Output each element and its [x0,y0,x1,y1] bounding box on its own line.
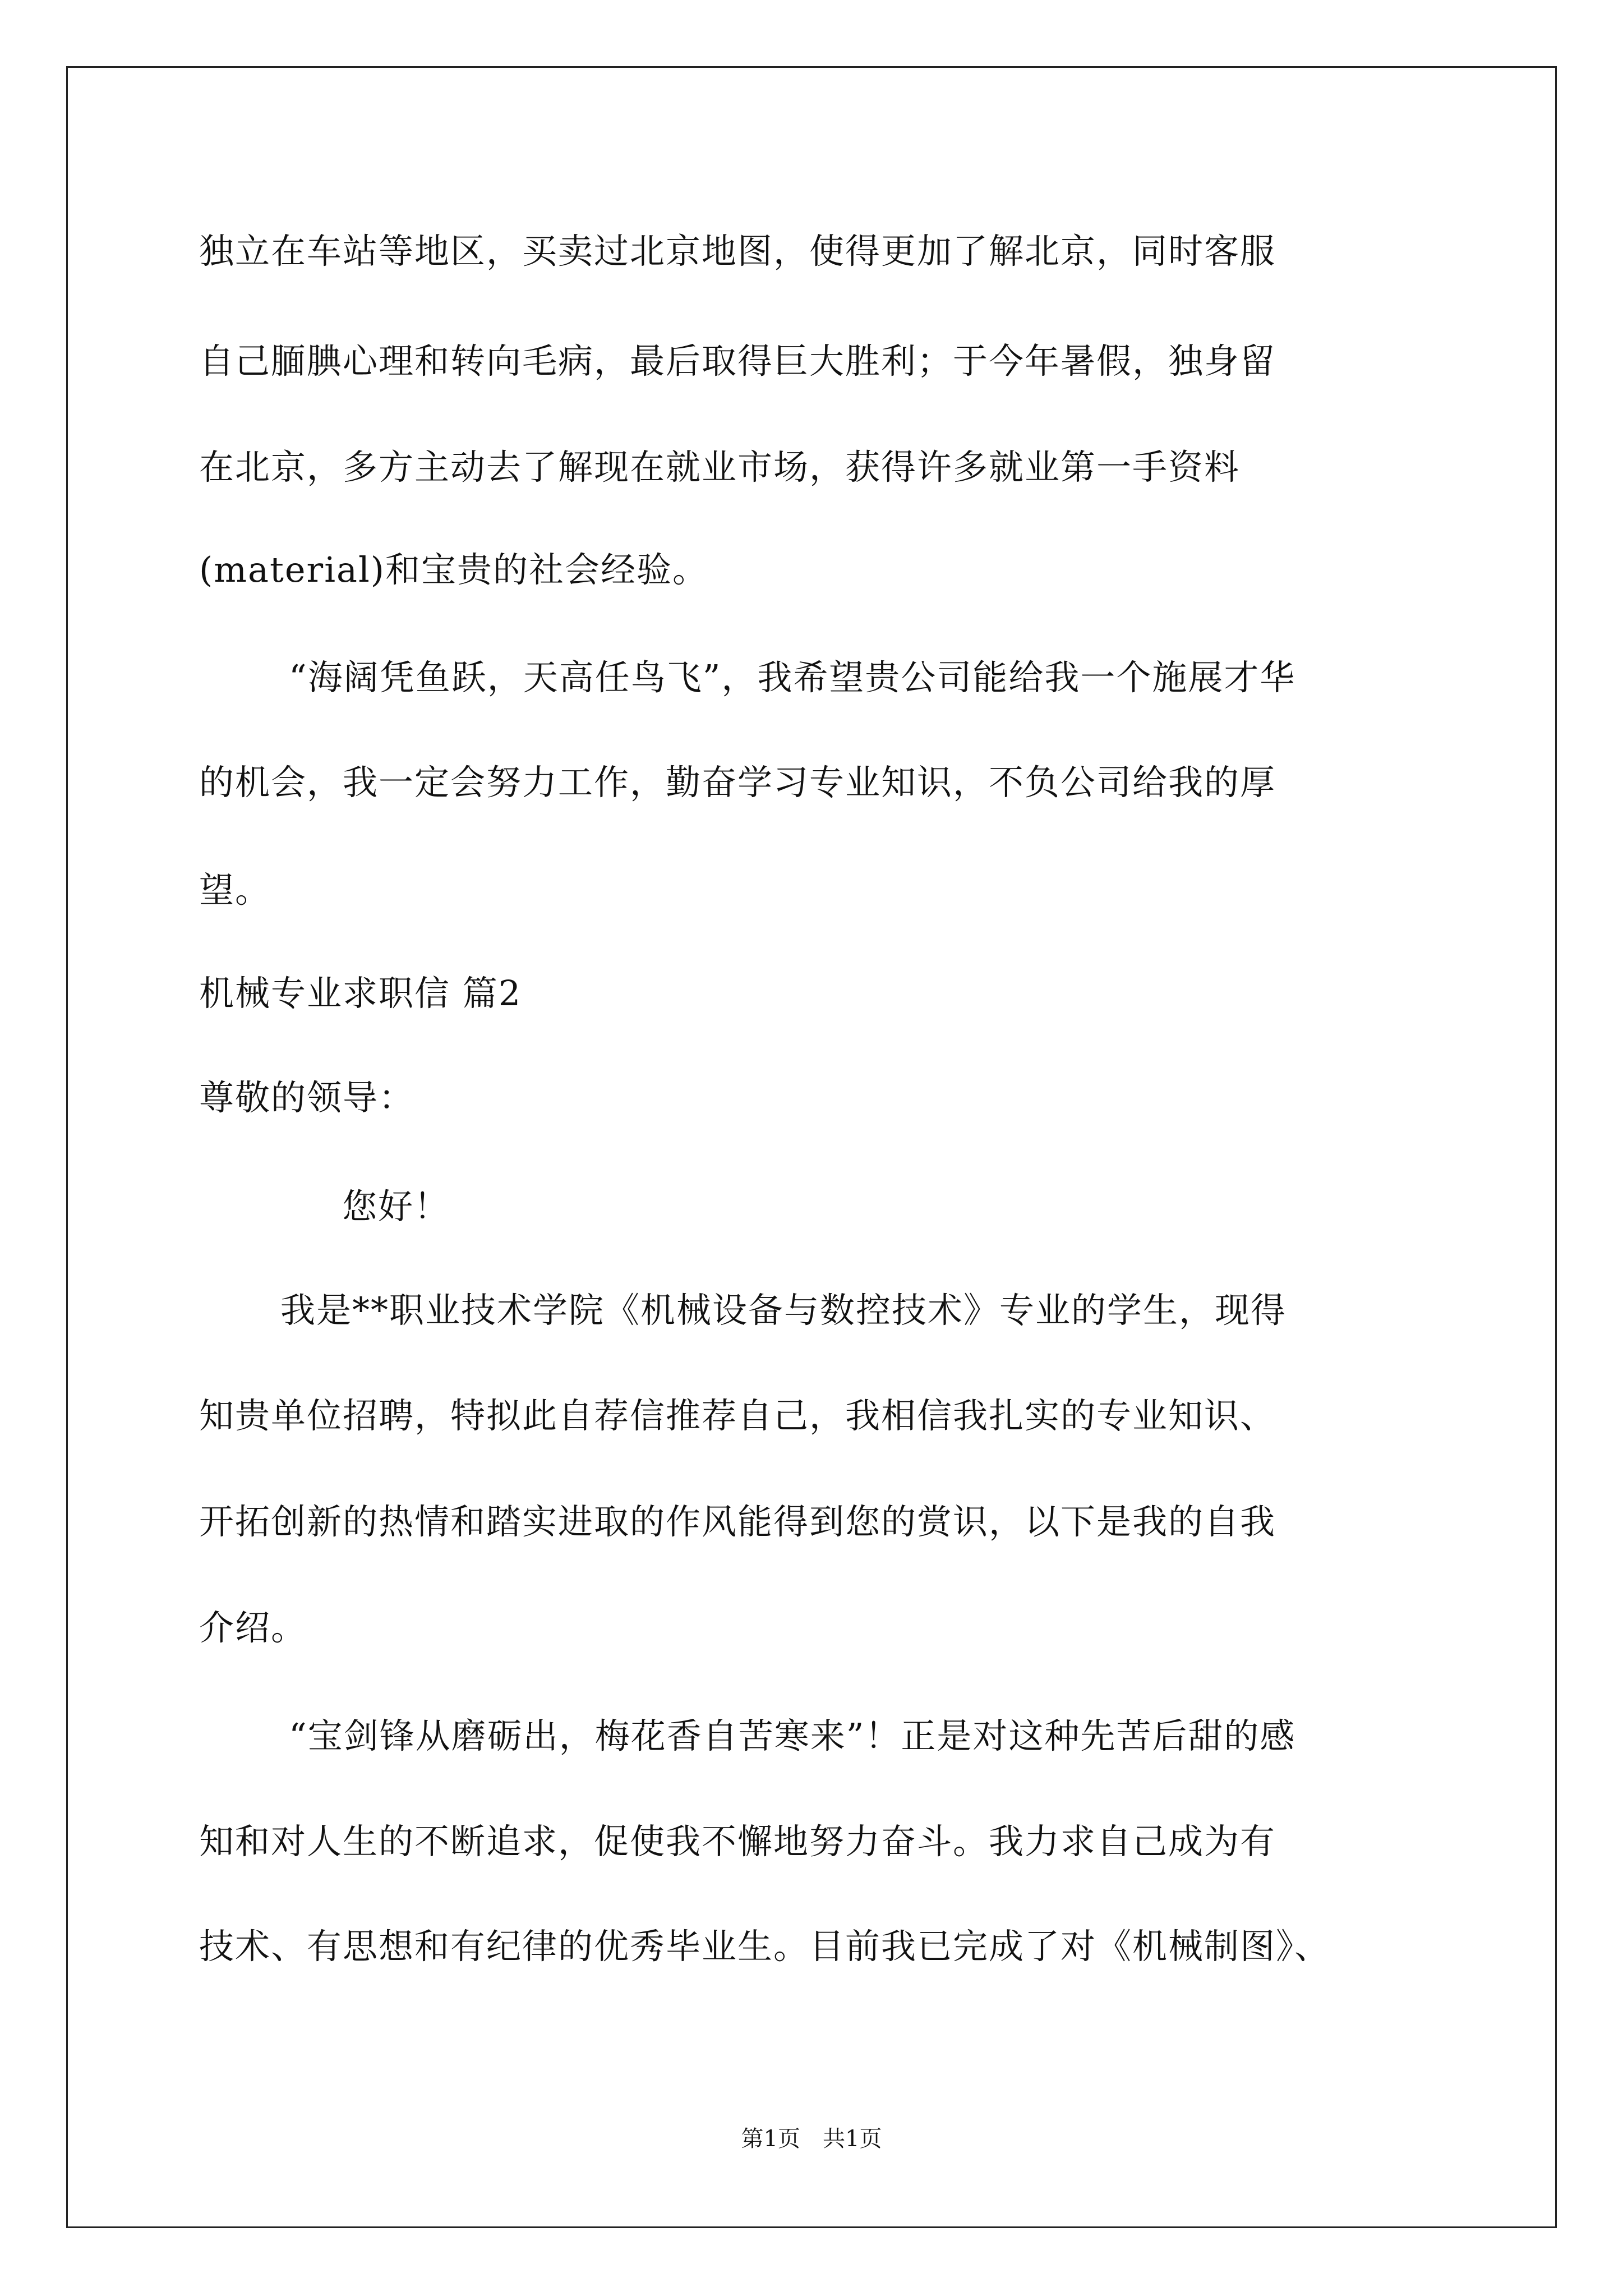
greeting: 您好！ [342,1186,450,1227]
text-line: 独立在车站等地区，买卖过北京地图，使得更加了解北京，同时客服 [199,231,1276,272]
text-line: 我是**职业技术学院《机械设备与数控技术》专业的学生，现得 [280,1290,1287,1331]
page-footer: 第1页 共1页 [741,2126,882,2152]
text-line: 在北京，多方主动去了解现在就业市场，获得许多就业第一手资料 [199,447,1241,487]
text-line: 介绍。 [199,1607,307,1648]
text-line: 自己腼腆心理和转向毛病，最后取得巨大胜利；于今年暑假，独身留 [199,341,1276,381]
text-line: 望。 [199,869,271,910]
text-line: 技术、有思想和有纪律的优秀毕业生。目前我已完成了对《机械制图》、 [199,1926,1331,1967]
text-line: (material)和宝贵的社会经验。 [199,549,708,590]
text-line: 开拓创新的热情和踏实进取的作风能得到您的赏识，以下是我的自我 [199,1501,1276,1542]
section-heading: 机械专业求职信 篇2 [199,973,522,1014]
page-border [66,66,1557,2228]
text-line: 知和对人生的不断追求，促使我不懈地努力奋斗。我力求自己成为有 [199,1821,1276,1862]
text-line: “宝剑锋从磨砺出，梅花香自苦寒来”！正是对这种先苦后甜的感 [289,1715,1296,1756]
text-line: “海阔凭鱼跃，天高任鸟飞”，我希望贵公司能给我一个施展才华 [289,657,1296,698]
salutation: 尊敬的领导： [199,1077,415,1118]
text-line: 的机会，我一定会努力工作，勤奋学习专业知识，不负公司给我的厚 [199,762,1276,803]
text-line: 知贵单位招聘，特拟此自荐信推荐自己，我相信我扎实的专业知识、 [199,1395,1276,1436]
